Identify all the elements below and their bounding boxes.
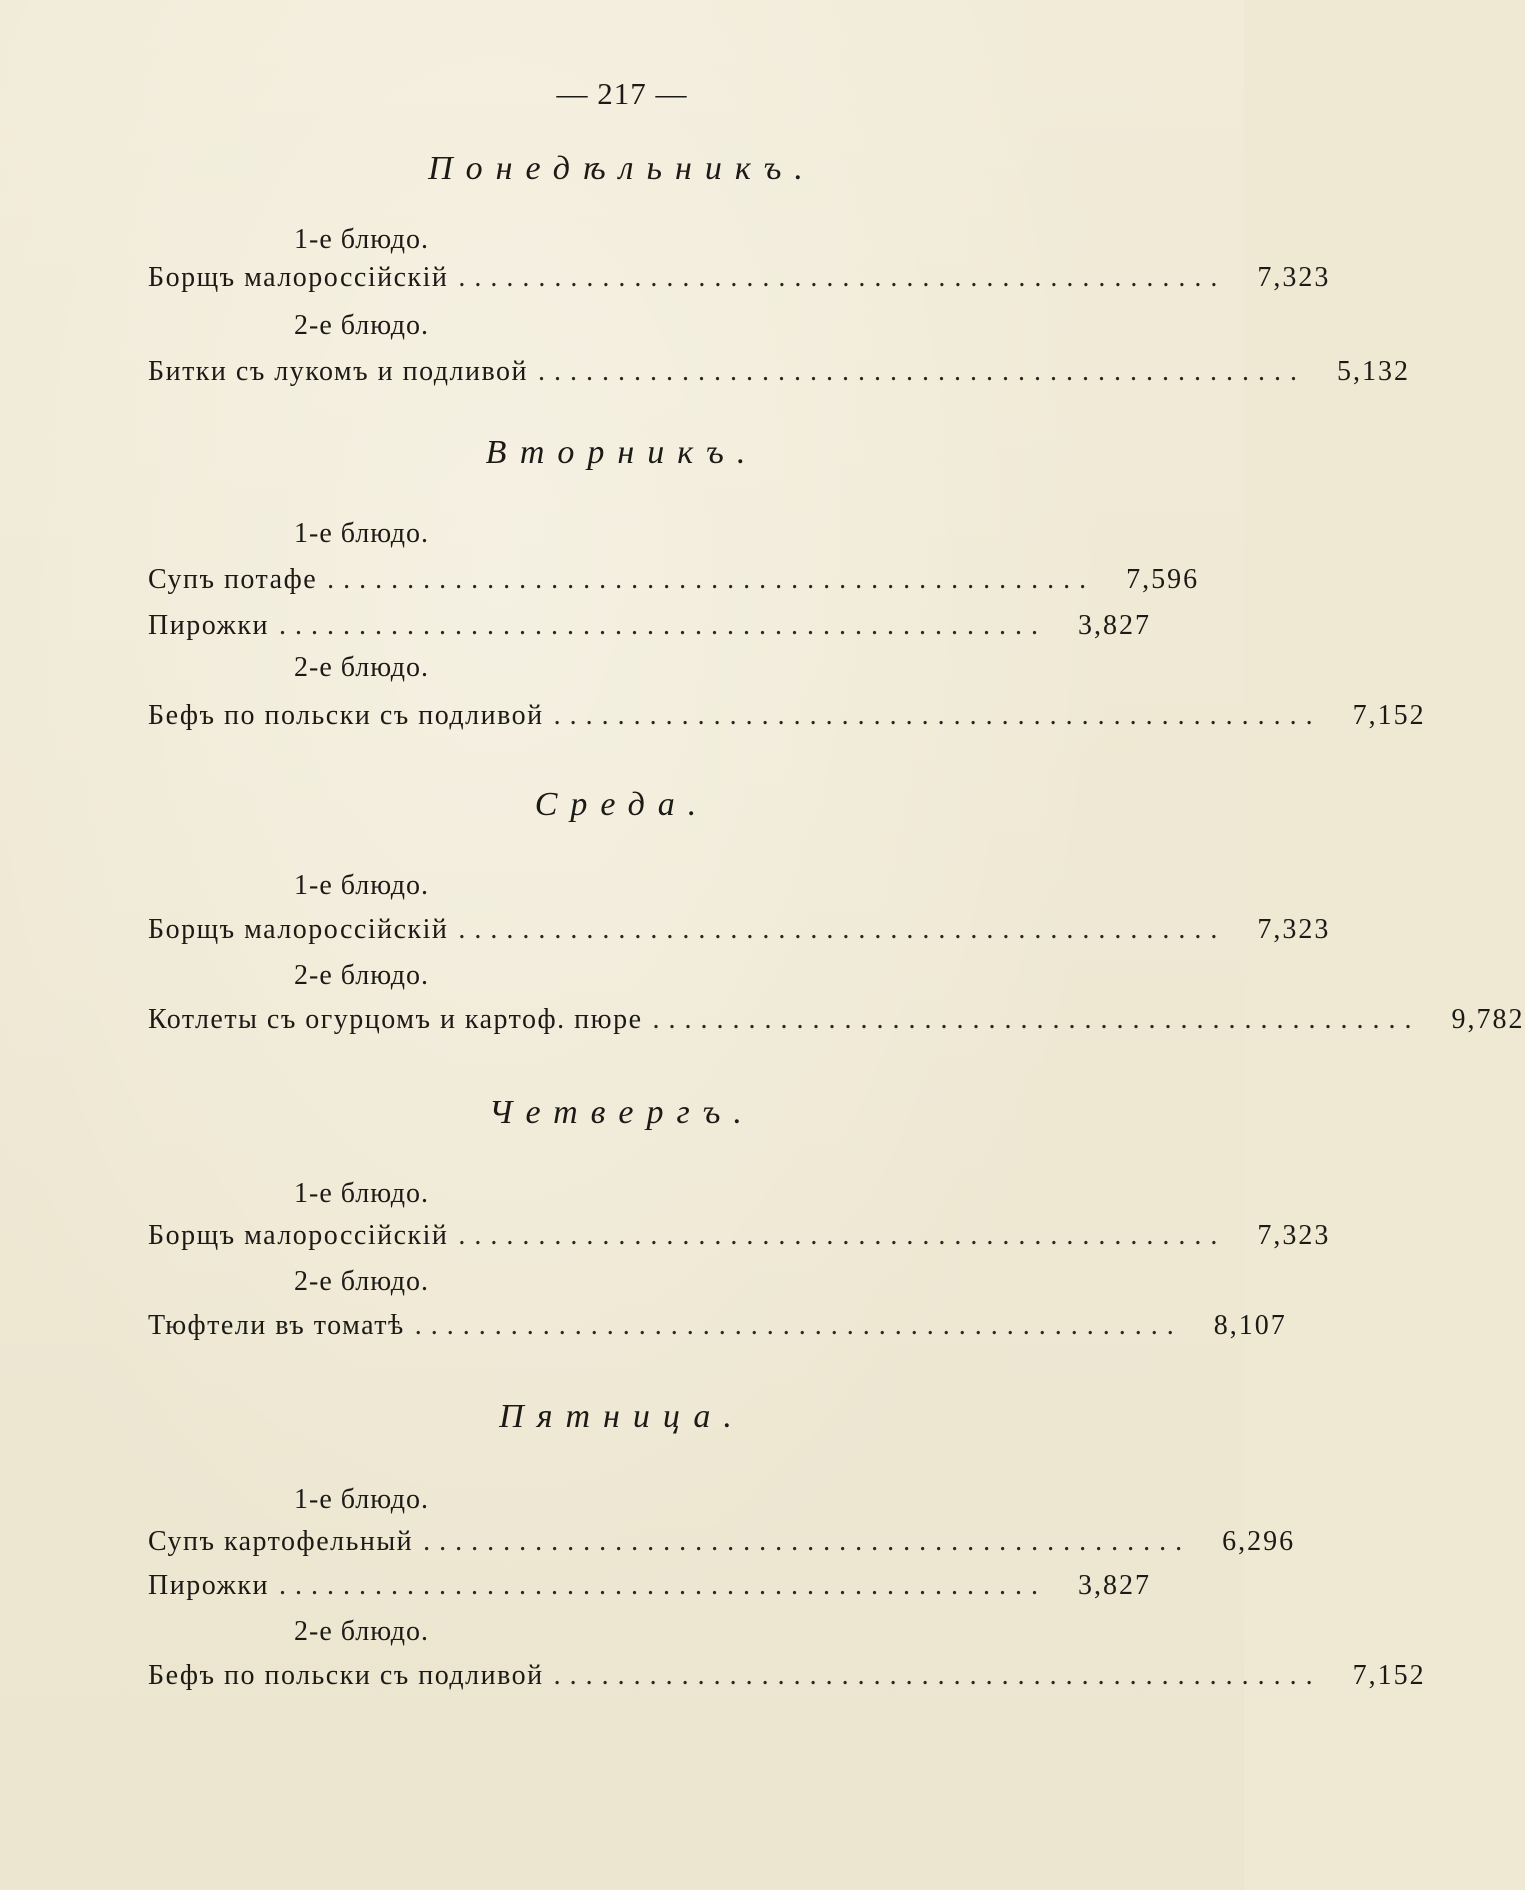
dish-value: 7,323 <box>1257 914 1331 945</box>
dish-name: Борщъ малороссійскій <box>148 1220 449 1251</box>
dot-leader: ................................................ <box>553 1660 1322 1691</box>
dot-leader: ................................................ <box>278 1570 1047 1601</box>
dish-name: Тюфтели въ томатѣ <box>148 1310 405 1341</box>
dish-value: 7,152 <box>1352 700 1426 731</box>
dish-value: 7,596 <box>1126 564 1200 595</box>
course-heading: 2-е блюдо. <box>294 960 430 991</box>
dot-leader: ................................................ <box>538 356 1306 387</box>
day-title-monday: Понедѣльникъ. <box>428 150 816 187</box>
dish-name: Битки съ лукомъ и подливой <box>148 356 528 387</box>
dot-leader: ................................................ <box>458 914 1227 945</box>
dish-value: 7,152 <box>1352 1660 1426 1691</box>
course-heading: 2-е блюдо. <box>294 310 430 341</box>
dish-name: Бефъ по польски съ подливой <box>148 700 544 731</box>
dish-name: Супъ картофельный <box>148 1526 414 1557</box>
day-title-tuesday: Вторникъ. <box>485 434 759 471</box>
dot-leader: ................................................ <box>553 700 1322 731</box>
course-heading: 1-е блюдо. <box>294 518 430 549</box>
dish-value: 3,827 <box>1077 1570 1151 1601</box>
dish-name: Борщъ малороссійскій <box>148 914 449 945</box>
menu-item <box>148 1220 1331 1258</box>
menu-item <box>148 610 1151 648</box>
dish-value: 9,782 <box>1451 1004 1525 1035</box>
page-number: — 217 — <box>556 76 688 111</box>
course-heading: 2-е блюдо. <box>294 1616 430 1647</box>
dot-leader: ................................................ <box>423 1526 1192 1557</box>
course-heading: 2-е блюдо. <box>294 652 430 683</box>
menu-item <box>148 1570 1151 1608</box>
menu-item <box>148 1526 1296 1564</box>
dish-name: Пирожки <box>148 1570 269 1601</box>
day-title-friday: Пятница. <box>499 1398 745 1435</box>
dot-leader: ................................................ <box>414 1310 1183 1341</box>
dot-leader: ................................................ <box>458 262 1227 293</box>
course-heading: 1-е блюдо. <box>294 1484 430 1515</box>
dish-value: 5,132 <box>1337 356 1410 387</box>
course-heading: 1-е блюдо. <box>294 870 430 901</box>
dish-value: 6,296 <box>1222 1526 1296 1557</box>
dot-leader: ................................................ <box>278 610 1047 641</box>
dish-value: 7,323 <box>1257 1220 1331 1251</box>
dish-name: Пирожки <box>148 610 269 641</box>
course-heading: 2-е блюдо. <box>294 1266 430 1297</box>
menu-item <box>148 356 1410 394</box>
dish-value: 7,323 <box>1257 262 1331 293</box>
dish-name: Супъ потафе <box>148 564 318 595</box>
menu-item <box>148 1310 1287 1348</box>
day-title-thursday: Четвергъ. <box>489 1094 755 1131</box>
menu-item <box>148 262 1331 300</box>
dot-leader: ................................................ <box>458 1220 1227 1251</box>
dish-value: 3,827 <box>1077 610 1151 641</box>
dot-leader: ................................................ <box>327 564 1096 595</box>
dish-name: Борщъ малороссійскій <box>148 262 449 293</box>
dish-name: Котлеты съ огурцомъ и картоф. пюре <box>148 1004 643 1035</box>
menu-item <box>148 700 1426 738</box>
course-heading: 1-е блюдо. <box>294 1178 430 1209</box>
menu-item <box>148 1004 1525 1042</box>
menu-item <box>148 564 1200 602</box>
day-title-wednesday: Среда. <box>534 786 710 823</box>
dish-name: Бефъ по польски съ подливой <box>148 1660 544 1691</box>
dot-leader: ................................................ <box>652 1004 1421 1035</box>
menu-item <box>148 914 1331 952</box>
dish-value: 8,107 <box>1213 1310 1287 1341</box>
menu-item <box>148 1660 1426 1698</box>
course-heading: 1-е блюдо. <box>294 224 430 255</box>
